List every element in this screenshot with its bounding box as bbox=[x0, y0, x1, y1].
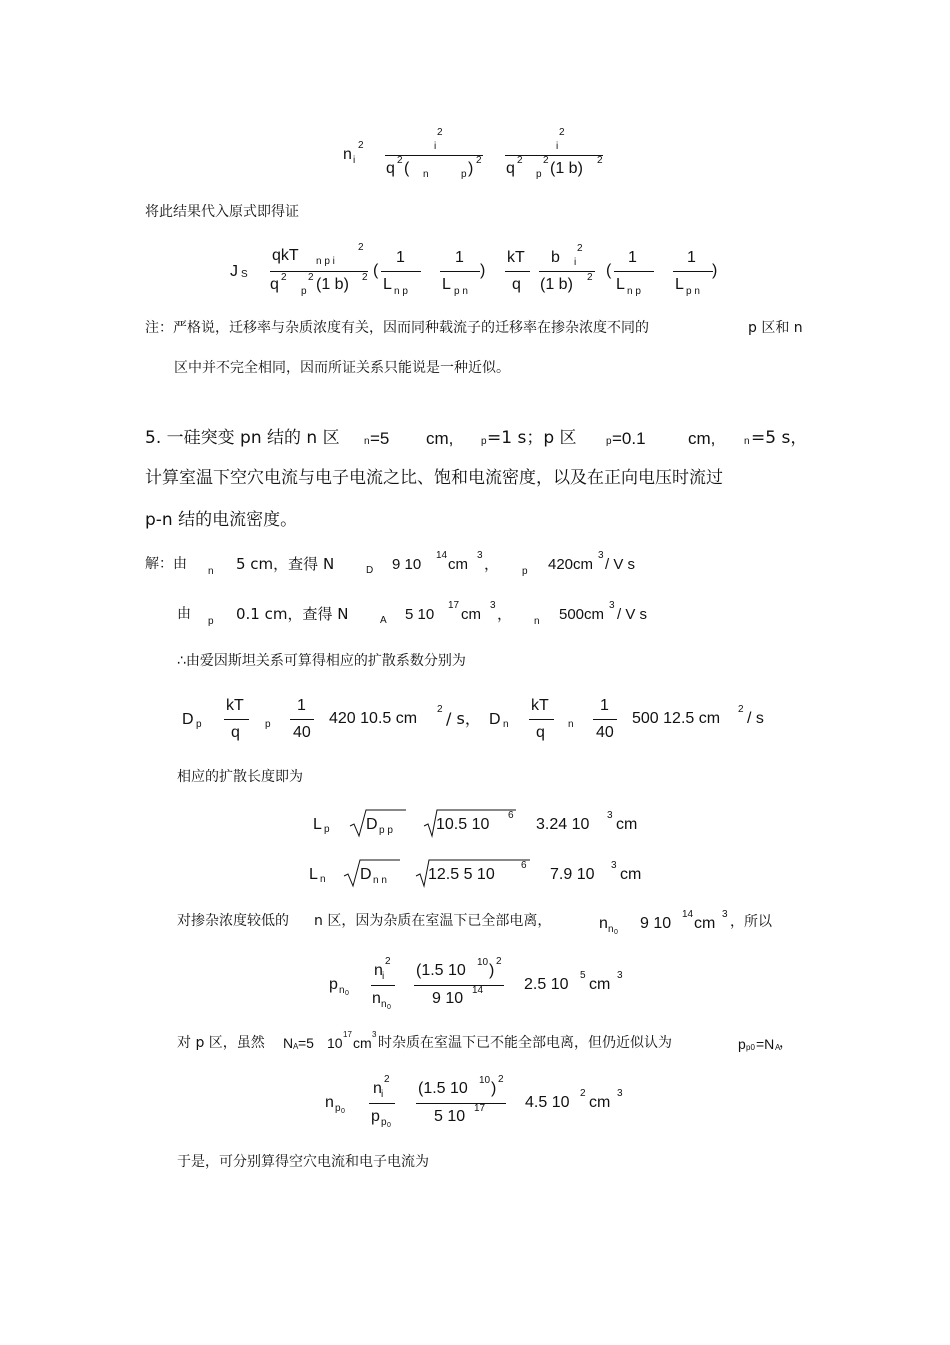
eq-pn0-f-den-sup: 14 bbox=[472, 985, 484, 996]
eq-np0-f-num-sup2: 2 bbox=[498, 1074, 504, 1085]
eq-js-d-den: L bbox=[675, 276, 684, 293]
eq-js-f1-den: q bbox=[270, 276, 279, 293]
sol-r1-f: / V s bbox=[605, 556, 636, 573]
eq-js-g-den: (1 b) bbox=[540, 276, 573, 293]
eq-ln-sub: n bbox=[320, 874, 326, 885]
sol-r2-sub-n: n bbox=[534, 616, 540, 627]
sol-r2-b: 5 10 bbox=[405, 606, 435, 623]
eq-js-f1-den-sup2: 2 bbox=[308, 272, 314, 283]
sol-r2-e: 500cm bbox=[559, 606, 605, 623]
p5-l1-c: cm, bbox=[426, 429, 454, 448]
eq-ni2-f1-den-sup: 2 bbox=[397, 155, 403, 166]
pregion-b: N bbox=[283, 1035, 294, 1051]
eq-js-g-num-sub: i bbox=[574, 257, 577, 268]
eq-ni2-f1-sub-n: n bbox=[423, 169, 429, 180]
eq-js-f1-den-tail-sup: 2 bbox=[362, 272, 368, 283]
eq-np0-f-num: (1.5 10 bbox=[418, 1080, 468, 1097]
eq-ni2-f2-den: q bbox=[506, 160, 515, 177]
eq-dp-unit: / s， bbox=[446, 709, 481, 728]
pregion-dsup: 17 bbox=[343, 1030, 352, 1039]
p5-l1-sub-n: n bbox=[364, 436, 370, 447]
eq-ni2-f1-den: q bbox=[386, 160, 395, 177]
eq-dp-val: 420 10.5 cm bbox=[329, 710, 418, 727]
nregion-sup14: 14 bbox=[682, 909, 694, 920]
eq-np0-f-num-sup: 10 bbox=[479, 1075, 491, 1086]
eq-js-c-num: 1 bbox=[628, 249, 637, 266]
eq-np0-den-sub0: 0 bbox=[387, 1122, 391, 1129]
eq-ni2-f2-den-sup: 2 bbox=[517, 155, 523, 166]
eq-lp-lhs: L bbox=[313, 816, 322, 833]
pregion-c: =5 bbox=[298, 1035, 314, 1051]
sol-r1-b: 9 10 bbox=[392, 556, 422, 573]
sol-r1-d: ， bbox=[484, 555, 500, 573]
eq-ni2-f2-tail-sup: 2 bbox=[597, 155, 603, 166]
eq-pn0-den-sub0: 0 bbox=[387, 1004, 391, 1011]
sol-r1-c: cm bbox=[448, 556, 468, 573]
radical-sign-ln1 bbox=[342, 856, 402, 890]
eq-np0-f-den: 5 10 bbox=[434, 1108, 466, 1125]
eq-dn-q: q bbox=[536, 724, 545, 741]
eq-dp-frac-bar bbox=[290, 719, 314, 720]
p5-l1-sub-p2: p bbox=[606, 436, 612, 447]
eq-pn0-den: n bbox=[372, 990, 381, 1007]
pregion-esup: 3 bbox=[372, 1030, 377, 1039]
text-substitute: 将此结果代入原式即得证 bbox=[145, 204, 299, 220]
eq-np0-f-den-sup: 17 bbox=[474, 1103, 486, 1114]
eq-np0-bar1 bbox=[369, 1103, 395, 1104]
eq-js-g-num: b bbox=[551, 249, 560, 266]
eq-pn0-lhs-sub0: 0 bbox=[345, 990, 349, 997]
p5-l1-d: =1 s；p 区 bbox=[487, 428, 577, 448]
eq-js-d-bar bbox=[673, 271, 713, 272]
eq-np0-lhs-sub0: 0 bbox=[341, 1108, 345, 1115]
eq-np0-lhs: n bbox=[325, 1094, 334, 1111]
eq-dp-kT: kT bbox=[226, 697, 244, 714]
sol-r1-sub-n: n bbox=[208, 566, 214, 577]
eq-ln-val: 7.9 10 bbox=[550, 866, 595, 883]
eq-np0-f-num-close: ) bbox=[491, 1080, 497, 1097]
eq-pn0-lhs: p bbox=[329, 976, 338, 993]
nregion-nsub0: 0 bbox=[614, 929, 618, 936]
eq-lp-rad2: 10.5 10 bbox=[436, 816, 490, 833]
eq-js-c-bar bbox=[614, 271, 654, 272]
eq-ln-rad2: 12.5 5 10 bbox=[428, 866, 495, 883]
sol-r1-a: 5 cm，查得 N bbox=[236, 555, 335, 573]
eq-lp-sup3: 3 bbox=[607, 810, 613, 821]
pregion-e: cm bbox=[353, 1035, 372, 1051]
eq-dn-40: 40 bbox=[596, 724, 614, 741]
nregion-d: cm bbox=[694, 915, 716, 932]
eq-ni2-f1-sub-p: p bbox=[461, 169, 467, 180]
nregion-sup3: 3 bbox=[722, 909, 728, 920]
eq-ni2-lhs-sub: i bbox=[353, 155, 356, 166]
nregion-n: n bbox=[599, 915, 608, 932]
eq-dn-kT: kT bbox=[531, 697, 549, 714]
p5-l1-e: =0.1 bbox=[612, 429, 646, 448]
eq-ni2-f2-num-sub: i bbox=[556, 141, 559, 152]
eq-np0-unit: cm bbox=[589, 1094, 611, 1111]
eq-ni2-f2-sub-p: p bbox=[536, 169, 542, 180]
eq-dn-sub: n bbox=[503, 719, 509, 730]
sol-r1-e: 420cm bbox=[548, 556, 594, 573]
note-line1-end: p 区和 n bbox=[748, 320, 803, 336]
p5-l1-b: =5 bbox=[370, 429, 390, 448]
sol-r2-sup17: 17 bbox=[448, 600, 460, 611]
eq-dp-sub: p bbox=[196, 719, 202, 730]
p5-l3: p-n 结的电流密度。 bbox=[145, 510, 298, 530]
eq-dn-1: 1 bbox=[600, 697, 609, 714]
eq-pn0-val: 2.5 10 bbox=[524, 976, 569, 993]
eq-js-open: ( bbox=[373, 262, 379, 279]
eq-js-f1-num: qkT bbox=[272, 247, 299, 264]
eq-pn0-f-num: (1.5 10 bbox=[416, 962, 466, 979]
eq-js-b-bar bbox=[440, 271, 480, 272]
eq-js-f1-den-sup: 2 bbox=[281, 272, 287, 283]
eq-lp-unit: cm bbox=[616, 816, 638, 833]
nregion-e: ，所以 bbox=[730, 914, 772, 930]
eq-pn0-f-den: 9 10 bbox=[432, 990, 464, 1007]
sol-r2-sup3: 3 bbox=[490, 600, 496, 611]
eq-np0-bar2 bbox=[416, 1103, 506, 1104]
eq-js-a-bar bbox=[381, 271, 421, 272]
eq-dn-kT-bar bbox=[529, 719, 554, 720]
p5-l2: 计算室温下空穴电流与电子电流之比、饱和电流密度，以及在正向电压时流过 bbox=[145, 468, 723, 488]
sol-r1-sup3b: 3 bbox=[598, 550, 604, 561]
eq-dn-val: 500 12.5 cm bbox=[632, 710, 721, 727]
eq-np0-num: n bbox=[373, 1080, 382, 1097]
eq-js-a-den: L bbox=[383, 276, 392, 293]
eq-pn0-unit: cm bbox=[589, 976, 611, 993]
eq-dp-kT-bar bbox=[224, 719, 249, 720]
note-line2: 区中并不完全相同，因而所证关系只能说是一种近似。 bbox=[174, 360, 510, 376]
eq-dp-lhs: D bbox=[182, 711, 194, 728]
eq-pn0-f-num-close: ) bbox=[489, 962, 495, 979]
sol-r1-label: 解：由 bbox=[145, 556, 187, 572]
sol-r2-sub-A: A bbox=[380, 615, 387, 626]
eq-pn0-num-sub: i bbox=[382, 971, 385, 982]
eq-js-d-num: 1 bbox=[687, 249, 696, 266]
eq-dn-sup: 2 bbox=[738, 704, 744, 715]
eq-js-b-den: L bbox=[442, 276, 451, 293]
eq-js-lhs: J bbox=[230, 263, 238, 280]
sol-r2-d: ， bbox=[497, 605, 513, 623]
eq-dn-mu: n bbox=[568, 719, 574, 730]
eq-ln-unit: cm bbox=[620, 866, 642, 883]
eq-ni2-f1-close-sup: 2 bbox=[476, 155, 482, 166]
eq-pn0-val-sup: 5 bbox=[580, 970, 586, 981]
sol-r2-f: / V s bbox=[617, 606, 648, 623]
eq-ln-lhs: L bbox=[309, 866, 318, 883]
text-einstein: ∴由爱因斯坦关系可算得相应的扩散系数分别为 bbox=[177, 653, 466, 669]
text-final: 于是，可分别算得空穴电流和电子电流为 bbox=[177, 1154, 429, 1170]
eq-pn0-f-num-sup: 10 bbox=[477, 957, 489, 968]
eq-js-d-den-sub: p n bbox=[686, 286, 700, 297]
eq-ln-rad: D bbox=[360, 866, 372, 883]
eq-dp-40: 40 bbox=[293, 724, 311, 741]
eq-ni2-f2-num-sup: 2 bbox=[559, 127, 565, 138]
eq-lp-sub: p bbox=[324, 824, 330, 835]
sol-r2-label: 由 bbox=[177, 606, 191, 622]
eq-lp-val: 3.24 10 bbox=[536, 816, 590, 833]
pregion-i: ， bbox=[779, 1035, 793, 1051]
eq-js-a-num: 1 bbox=[396, 249, 405, 266]
eq-js-f1-den-tail: (1 b) bbox=[316, 276, 349, 293]
eq-js-kt-den: q bbox=[512, 276, 521, 293]
p5-l1-f: cm, bbox=[688, 429, 716, 448]
sol-r1-sub-p: p bbox=[522, 566, 528, 577]
eq-ni2-f1-close: ) bbox=[468, 160, 474, 177]
pregion-a: 对 p 区，虽然 bbox=[177, 1035, 265, 1051]
eq-ni2-lhs-sup: 2 bbox=[358, 140, 364, 151]
eq-np0-num-sup: 2 bbox=[384, 1074, 390, 1085]
eq-js-g-num-sup: 2 bbox=[577, 243, 583, 254]
eq-dn-unit: / s bbox=[747, 710, 764, 727]
nregion-c: 9 10 bbox=[640, 915, 672, 932]
eq-np0-unit-sup: 3 bbox=[617, 1088, 623, 1099]
sol-r2-a: 0.1 cm，查得 N bbox=[236, 605, 349, 623]
eq-pn0-bar2 bbox=[414, 985, 504, 986]
eq-js-f1-num-sub: n p i bbox=[316, 256, 335, 267]
eq-js-c-den-sub: n p bbox=[627, 286, 641, 297]
sol-r2-sup3b: 3 bbox=[609, 600, 615, 611]
eq-np0-num-sub: i bbox=[381, 1089, 384, 1100]
pregion-d: 10 bbox=[327, 1035, 343, 1051]
eq-js-kt-num: kT bbox=[507, 249, 525, 266]
eq-np0-val-sup: 2 bbox=[580, 1088, 586, 1099]
pregion-gsub: p0 bbox=[746, 1043, 755, 1052]
pregion-f: 时杂质在室温下已不能全部电离，但仍近似认为 bbox=[378, 1035, 672, 1051]
eq-ni2-f1-paren: ( bbox=[404, 160, 410, 177]
eq-pn0-lhs-sub: n bbox=[339, 985, 345, 996]
radical-sign-lp1 bbox=[348, 806, 408, 840]
eq-dp-sup: 2 bbox=[437, 704, 443, 715]
sol-r2-c: cm bbox=[461, 606, 481, 623]
eq-js-a-den-sub: n p bbox=[394, 286, 408, 297]
eq-ni2-f1-num-sup: 2 bbox=[437, 127, 443, 138]
eq-ni2-f2-tail: (1 b) bbox=[550, 160, 583, 177]
pregion-h: =N bbox=[756, 1036, 775, 1052]
eq-pn0-bar1 bbox=[371, 985, 395, 986]
eq-pn0-num-sup: 2 bbox=[385, 956, 391, 967]
nregion-a: 对掺杂浓度较低的 bbox=[177, 913, 289, 929]
eq-js-open2: ( bbox=[606, 262, 612, 279]
eq-js-f1-num-sup: 2 bbox=[358, 242, 364, 253]
eq-ni2-f1-num-sub: i bbox=[434, 141, 437, 152]
sol-r1-sup3: 3 bbox=[477, 550, 483, 561]
sol-r1-sub-D: D bbox=[366, 565, 374, 576]
note-line1: 注：严格说，迁移率与杂质浓度有关，因而同种载流子的迁移率在掺杂浓度不同的 bbox=[145, 320, 649, 336]
eq-ln-sup6: 6 bbox=[521, 860, 527, 871]
eq-lp-sup6: 6 bbox=[508, 810, 514, 821]
eq-pn0-den-sub: n bbox=[381, 999, 387, 1010]
eq-js-g-den-sup: 2 bbox=[587, 272, 593, 283]
eq-np0-val: 4.5 10 bbox=[525, 1094, 570, 1111]
sol-r1-sup14: 14 bbox=[436, 550, 448, 561]
eq-lp-rad: D bbox=[366, 816, 378, 833]
eq-dp-mu: p bbox=[265, 719, 271, 730]
eq-ln-rad-sub: n n bbox=[373, 875, 387, 886]
pregion-g: p bbox=[738, 1036, 746, 1052]
nregion-nsub: n bbox=[608, 924, 614, 935]
sol-r2-sub-p: p bbox=[208, 616, 214, 627]
eq-js-lhs-sub: S bbox=[241, 269, 248, 280]
eq-js-kt-bar bbox=[505, 271, 530, 272]
p5-l1-sub-n2: n bbox=[744, 436, 750, 447]
eq-js-b-num: 1 bbox=[455, 249, 464, 266]
p5-l1-sub-p: p bbox=[481, 436, 487, 447]
p5-l1-g: =5 s， bbox=[751, 428, 808, 448]
eq-ln-sup3: 3 bbox=[611, 860, 617, 871]
text-diffusion-length: 相应的扩散长度即为 bbox=[177, 769, 303, 785]
eq-pn0-unit-sup: 3 bbox=[617, 970, 623, 981]
eq-js-f1-den-sub-p: p bbox=[301, 286, 307, 297]
eq-np0-lhs-sub: p bbox=[335, 1103, 341, 1114]
eq-dp-1: 1 bbox=[297, 697, 306, 714]
nregion-b: n 区，因为杂质在室温下已全部电离， bbox=[314, 913, 552, 929]
eq-js-close2: ) bbox=[712, 262, 718, 279]
eq-pn0-f-num-sup2: 2 bbox=[496, 956, 502, 967]
eq-dp-q: q bbox=[231, 724, 240, 741]
eq-dn-frac-bar bbox=[593, 719, 617, 720]
eq-lp-rad-sub: p p bbox=[379, 825, 393, 836]
eq-js-c-den: L bbox=[616, 276, 625, 293]
eq-js-b-den-sub: p n bbox=[454, 286, 468, 297]
eq-ni2-f2-den-sup2: 2 bbox=[543, 155, 549, 166]
eq-np0-den: p bbox=[371, 1108, 380, 1125]
eq-np0-den-sub: p bbox=[381, 1117, 387, 1128]
eq-ni2-lhs: n bbox=[343, 146, 352, 163]
pregion-bsub: A bbox=[293, 1042, 299, 1051]
eq-pn0-num: n bbox=[374, 962, 383, 979]
eq-dn-lhs: D bbox=[489, 711, 501, 728]
eq-js-close: ) bbox=[480, 262, 486, 279]
pregion-hsub: A bbox=[775, 1043, 781, 1052]
p5-l1-a: 5. 一硅突变 pn 结的 n 区 bbox=[145, 428, 340, 448]
